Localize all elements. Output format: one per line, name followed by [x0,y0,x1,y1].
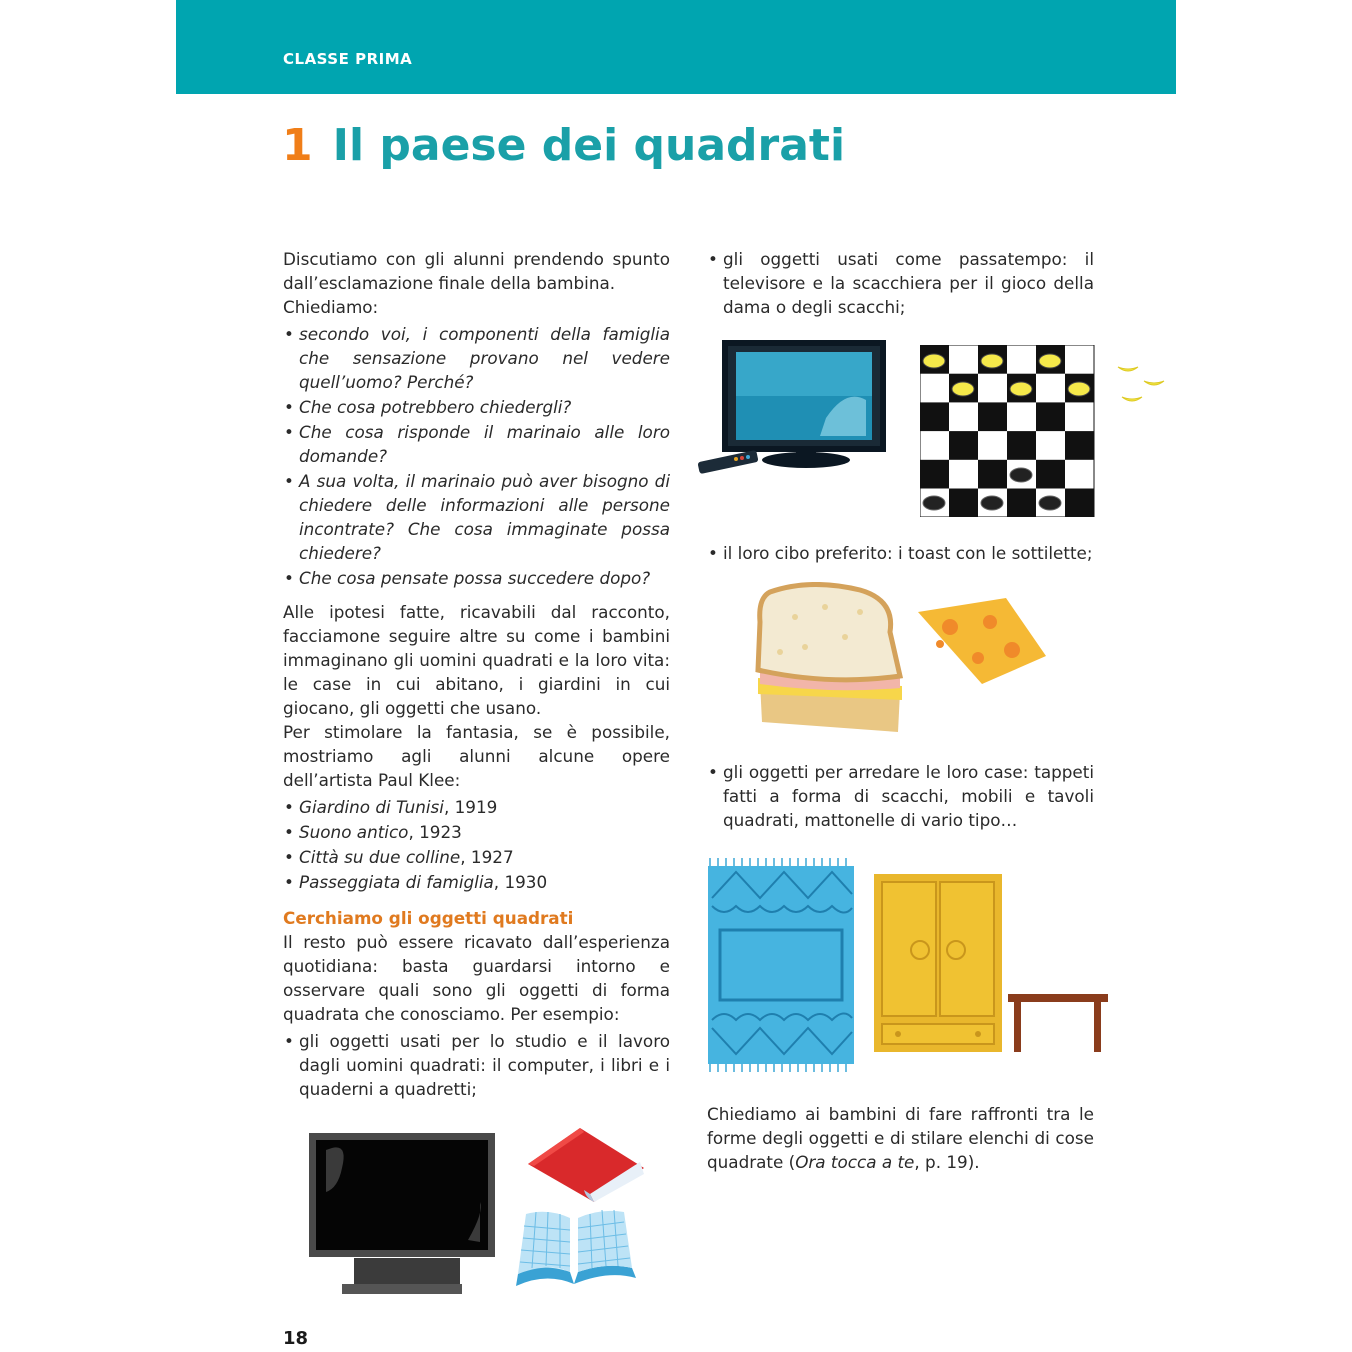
furniture-list [707,760,1094,832]
pastime-list [707,247,1094,319]
work-year: , 1919 [443,797,498,817]
list-item: • il loro cibo preferito: i toast con le sottilette; [707,541,1094,565]
list-item [283,845,670,869]
list-item: • Che cosa risponde il marinaio alle loro domande? [283,420,670,468]
closing-post: , p. 19). [914,1152,980,1172]
list-item [283,795,670,819]
monitor-icon [308,1132,498,1296]
list-item [283,870,670,894]
subheading: Cerchiamo gli oggetti quadrati [283,908,574,928]
closing-text [707,1102,1094,1174]
cheese-icon [918,598,1046,684]
closing-ref: Ora tocca a te [795,1152,915,1172]
notebook-icon [512,1208,640,1290]
work-title: Città su due colline [299,847,461,867]
furniture-block [707,760,1094,833]
list-item: • secondo voi, i componenti della famiglia che sensazione provano nel vedere quell’uomo? Perché? [283,322,670,394]
section-label: CLASSE PRIMA [283,50,413,68]
tv-icon [696,338,891,486]
list-item: • gli oggetti per arredare le loro case: tappeti fatti a forma di scacchi, mobili e tavoli quadrati, mattonelle di vario tipo… [707,760,1094,832]
work-year: , 1927 [460,847,514,867]
question-list [283,322,670,590]
work-year: , 1923 [408,822,462,842]
intro-prompt: Chiediamo: [283,297,379,317]
header-band [176,0,1176,94]
page-title: Il paese dei quadrati [332,120,846,171]
hypotheses-paragraph: Alle ipotesi fatte, ricavabili dal racconto, facciamone seguire altre su come i bambini immaginano gli uomini quadrati e la loro vita: le case in cui abitano, i giardini in cui giocano, gli oggetti che usano. [283,602,670,718]
remote-icon [697,450,758,474]
chapter-heading [282,120,845,180]
toast-icon [750,582,1050,740]
list-item: • Che cosa pensate possa succedere dopo? [283,566,670,590]
book-icon [524,1124,646,1204]
food-list [707,541,1094,565]
intro-paragraph: Discutiamo con gli alunni prendendo spunto dall’esclamazione finale della bambina. [283,249,670,293]
food-block [707,541,1094,566]
list-item [283,820,670,844]
pastime-block [707,247,1094,320]
checkerboard-icon [920,345,1170,517]
page-number: 18 [283,1328,309,1349]
closing-paragraph [707,1102,1094,1174]
rug-icon [706,858,856,1073]
closing-pre: Chiediamo ai bambini di fare raffronti tra le forme degli oggetti e di stilare elenchi di cose quadrate ( [707,1104,1094,1172]
study-list [283,1029,670,1101]
work-title: Giardino di Tunisi [299,797,444,817]
work-year: , 1930 [493,872,548,892]
list-item: • gli oggetti usati per lo studio e il lavoro dagli uomini quadrati: il computer, i libri e i quaderni a quadretti; [283,1029,670,1101]
left-column [283,247,670,1102]
klee-works-list [283,795,670,894]
work-title: Suono antico [299,822,409,842]
wardrobe-icon [872,872,1004,1054]
chapter-number: 1 [282,120,313,171]
table-icon [1006,992,1110,1054]
list-item: • A sua volta, il marinaio può aver bisogno di chiedere delle informazioni alle persone incontrate? Che cosa immaginate possa chiedere? [283,469,670,565]
list-item: • Che cosa potrebbero chiedergli? [283,395,670,419]
list-item: • gli oggetti usati come passatempo: il televisore e la scacchiera per il gioco della dama o degli scacchi; [707,247,1094,319]
work-title: Passeggiata di famiglia [299,872,494,892]
everyday-paragraph: Il resto può essere ricavato dall’esperienza quotidiana: basta guardarsi intorno e osservare quali sono gli oggetti di forma quadrata che conosciamo. Per esempio: [283,932,670,1024]
klee-paragraph: Per stimolare la fantasia, se è possibile, mostriamo agli alunni alcune opere dell’artista Paul Klee: [283,722,670,790]
